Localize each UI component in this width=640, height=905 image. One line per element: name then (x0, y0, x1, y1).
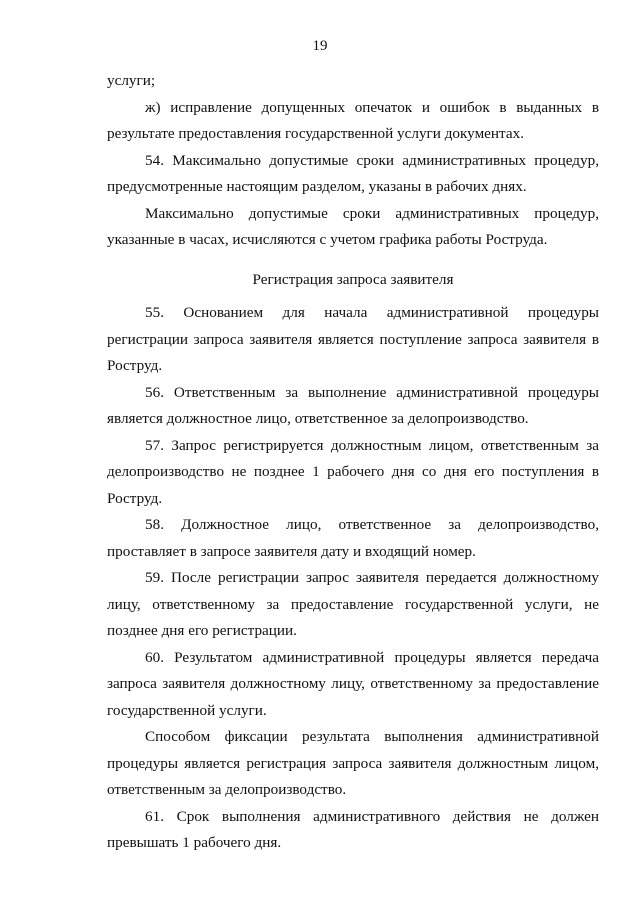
page-number: 19 (312, 38, 328, 54)
paragraph-item-zh: ж) исправление допущенных опечаток и ошибок в выданных в результате предоставления государственной услуги документах. (107, 98, 599, 142)
paragraph-56: 56. Ответственным за выполнение административной процедуры является должностное лицо, ответственное за делопроизводство. (107, 383, 599, 427)
paragraph-54: 54. Максимально допустимые сроки административных процедур, предусмотренные настоящим разделом, указаны в рабочих днях. (107, 151, 599, 195)
paragraph-55: 55. Основанием для начала административной процедуры регистрации запроса заявителя является поступление запроса заявителя в Роструд. (107, 304, 599, 374)
paragraph-58: 58. Должностное лицо, ответственное за делопроизводство, проставляет в запросе заявителя дату и входящий номер. (107, 516, 599, 560)
paragraph-fixation-method: Способом фиксации результата выполнения административной процедуры является регистрация запроса заявителя должностным лицом, ответственным за делопроизводство. (107, 728, 599, 798)
section-text-block (107, 300, 599, 857)
paragraph-continuation: услуги; (107, 72, 156, 89)
paragraph-59: 59. После регистрации запрос заявителя передается должностному лицу, ответственному за предоставление государственной услуги, не позднее дня его регистрации. (107, 569, 599, 639)
section-heading: Регистрация запроса заявителя (252, 271, 454, 288)
paragraph-57: 57. Запрос регистрируется должностным лицом, ответственным за делопроизводство не позднее 1 рабочего дня со дня его поступления в Роструд. (107, 436, 599, 507)
paragraph-60: 60. Результатом административной процедуры является передача запроса заявителя должностному лицу, ответственному за предоставление государственной услуги. (107, 648, 599, 719)
paragraph-time-limits-hours: Максимально допустимые сроки административных процедур, указанные в часах, исчисляются с учетом графика работы Роструда. (107, 204, 599, 248)
upper-text-block (107, 68, 599, 254)
paragraph-61: 61. Срок выполнения административного действия не должен превышать 1 рабочего дня. (107, 807, 599, 851)
section-heading-block (107, 267, 599, 294)
